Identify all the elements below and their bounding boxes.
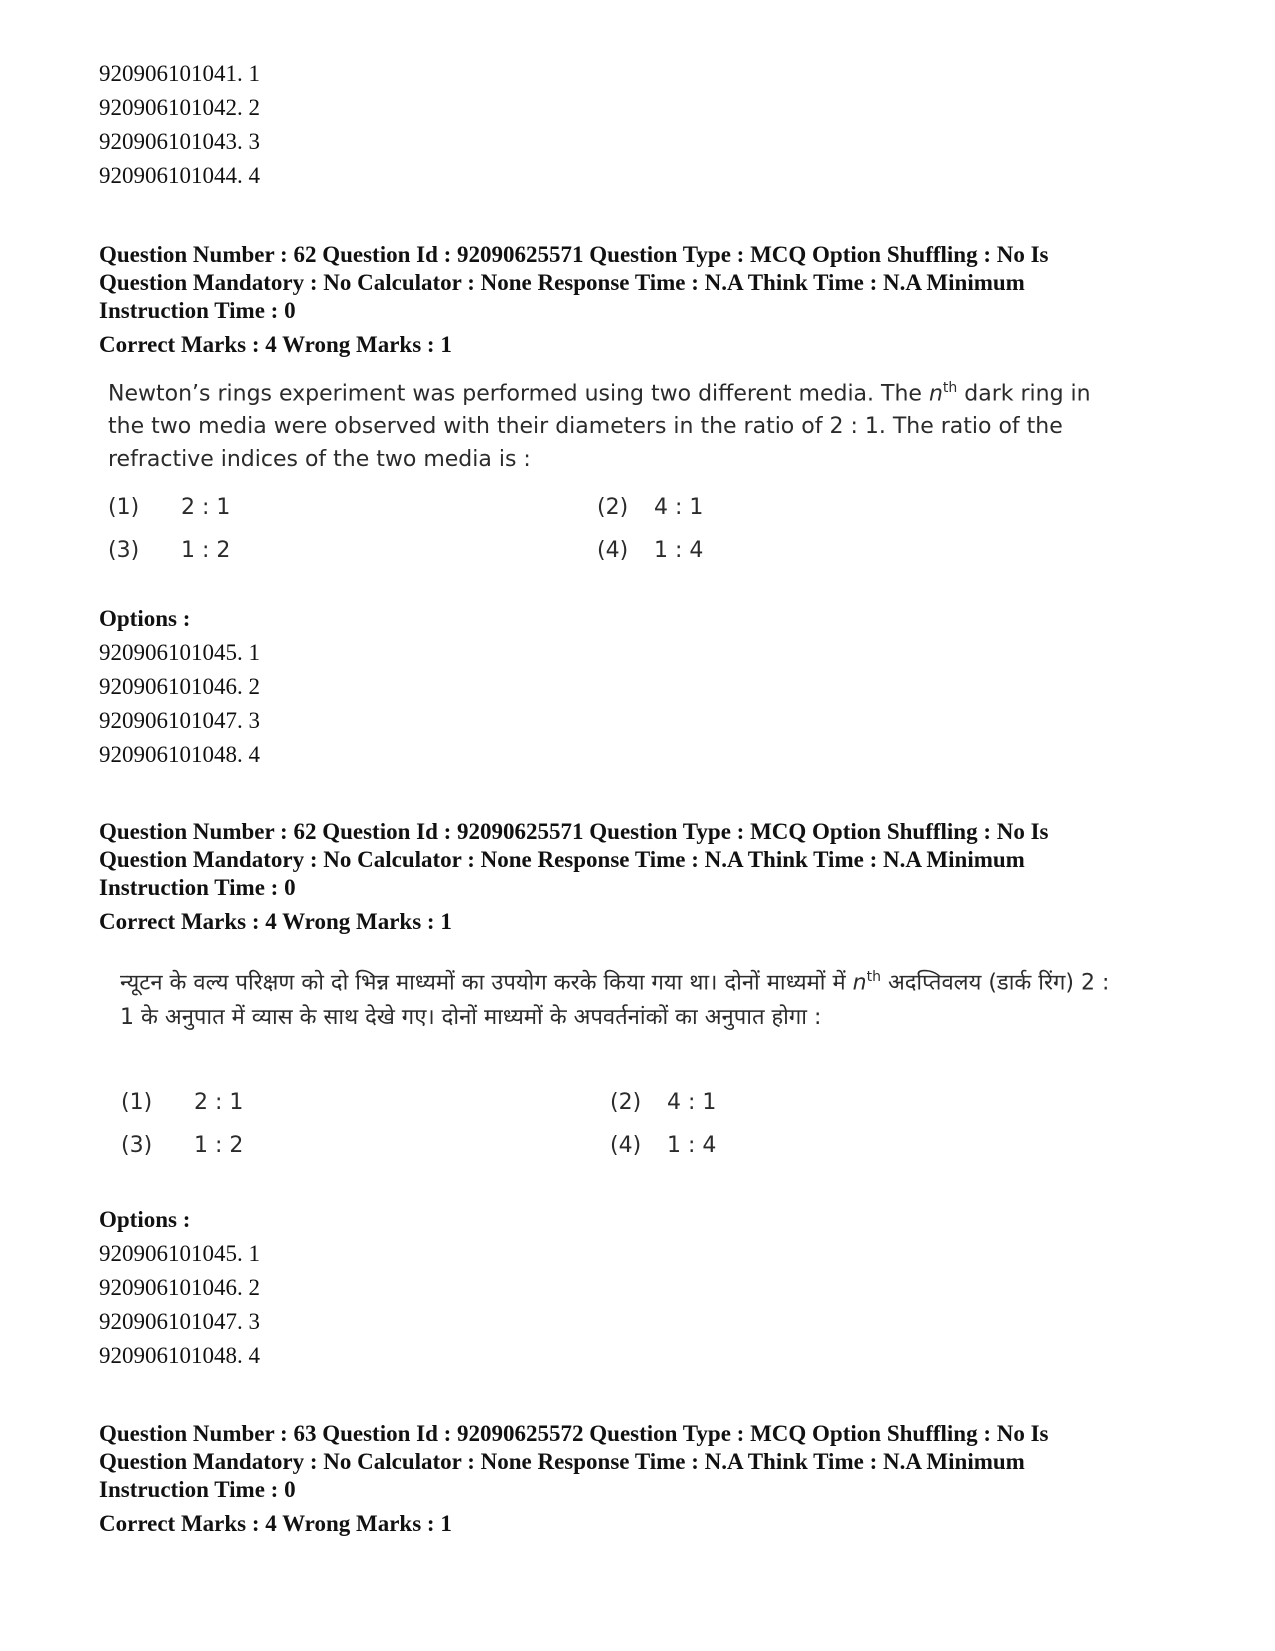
question-header: Instruction Time : 0 <box>99 298 296 323</box>
option-line: 920906101048. 4 <box>99 1343 260 1368</box>
option-line: 920906101042. 2 <box>99 95 260 120</box>
question-header: Question Mandatory : No Calculator : None Response Time : N.A Think Time : N.A Minimum <box>99 847 1025 872</box>
option-line: 920906101048. 4 <box>99 742 260 767</box>
option-line: 920906101044. 4 <box>99 163 260 188</box>
option-line: 920906101046. 2 <box>99 674 260 699</box>
question-marks: Correct Marks : 4 Wrong Marks : 1 <box>99 1511 452 1536</box>
question-marks: Correct Marks : 4 Wrong Marks : 1 <box>99 332 452 357</box>
question-header: Instruction Time : 0 <box>99 875 296 900</box>
choice-item: (4) 1 : 4 <box>610 1133 717 1158</box>
option-line: 920906101041. 1 <box>99 61 260 86</box>
question-header: Question Mandatory : No Calculator : None Response Time : N.A Think Time : N.A Minimum <box>99 270 1025 295</box>
choice-item: (1) 2 : 1 <box>121 1090 244 1115</box>
choice-item: (1) 2 : 1 <box>108 495 231 520</box>
choice-item: (3) 1 : 2 <box>108 538 231 563</box>
option-line: 920906101043. 3 <box>99 129 260 154</box>
question-marks: Correct Marks : 4 Wrong Marks : 1 <box>99 909 452 934</box>
choice-item: (4) 1 : 4 <box>597 538 704 563</box>
question-text: न्यूटन के वल्य परिक्षण को दो भिन्न माध्यमों का उपयोग करके किया गया था। दोनों माध्यमों में $n^{th}$ अदप्तिवलय (डार्क रिंग) 2 : 1 के अनुपात में व्यास के साथ देखे गए। दोनों माध्यमों के अपवर्तनांकों का अनुपात होगा : <box>120 969 1110 1031</box>
option-line: 920906101045. 1 <box>99 640 260 665</box>
option-line: 920906101046. 2 <box>99 1275 260 1300</box>
options-label: Options : <box>99 606 191 631</box>
question-header: Question Mandatory : No Calculator : None Response Time : N.A Think Time : N.A Minimum <box>99 1449 1025 1474</box>
option-line: 920906101047. 3 <box>99 1309 260 1334</box>
options-label: Options : <box>99 1207 191 1232</box>
choice-item: (2) 4 : 1 <box>610 1090 717 1115</box>
option-line: 920906101047. 3 <box>99 708 260 733</box>
question-header: Question Number : 63 Question Id : 92090625572 Question Type : MCQ Option Shuffling : No Is <box>99 1421 1049 1446</box>
option-line: 920906101045. 1 <box>99 1241 260 1266</box>
question-header: Question Number : 62 Question Id : 92090625571 Question Type : MCQ Option Shuffling : No Is <box>99 242 1049 267</box>
question-header: Question Number : 62 Question Id : 92090625571 Question Type : MCQ Option Shuffling : No Is <box>99 819 1049 844</box>
question-header: Instruction Time : 0 <box>99 1477 296 1502</box>
choice-item: (2) 4 : 1 <box>597 495 704 520</box>
choice-item: (3) 1 : 2 <box>121 1133 244 1158</box>
question-text: Newton’s rings experiment was performed using two different media. The $n^{th}$ dark ring in the two media were observed with their diameters in the ratio of 2 : 1. The ratio of the refractive indices of the two media is : <box>108 380 1091 473</box>
